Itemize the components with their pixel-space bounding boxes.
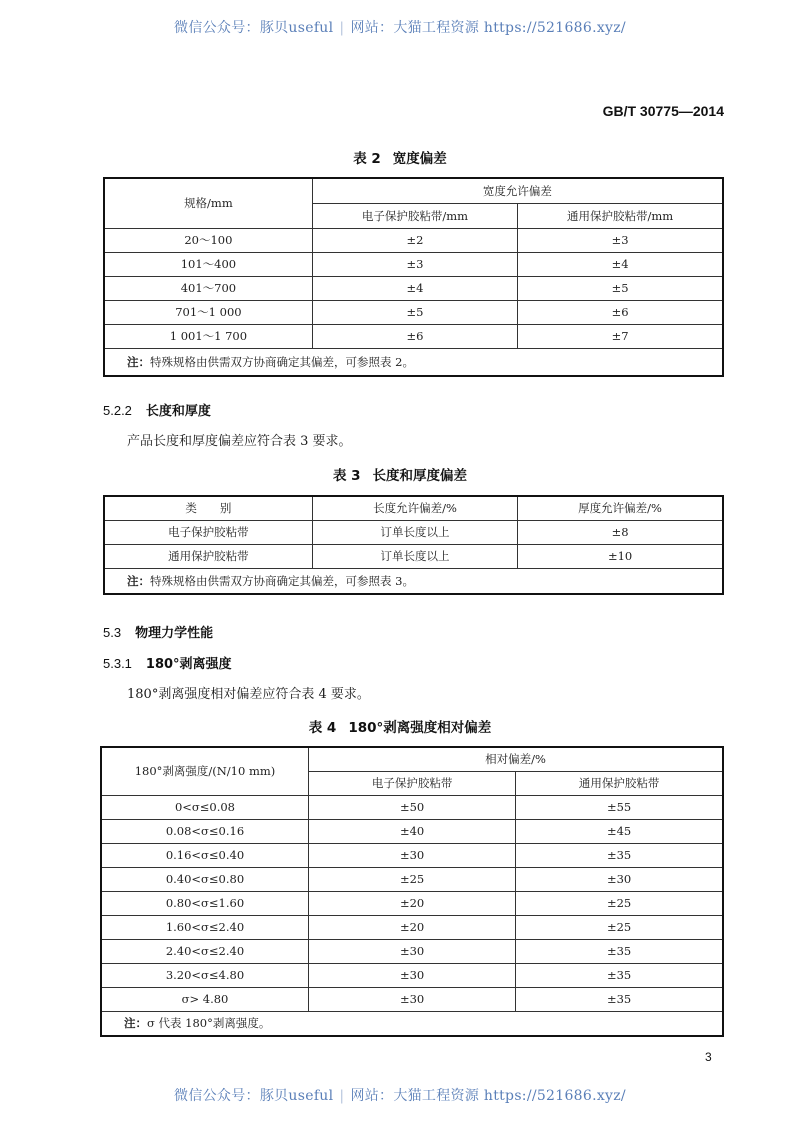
cell-range: 3.20<σ≤4.80 [101,963,308,987]
cell-general: ±25 [516,915,723,939]
table-row [101,867,723,891]
cell-spec: 401～700 [104,276,312,300]
cell-electronic: ±25 [308,867,515,891]
table3-header-thickness: 厚度允许偏差/% [518,496,723,520]
table-row [104,252,723,276]
cell-electronic: ±30 [308,939,515,963]
cell-range: 0.40<σ≤0.80 [101,867,308,891]
section-5-3-1-heading [103,653,232,672]
table-row [101,987,723,1011]
table-row [104,520,723,544]
note-text: 特殊规格由供需双方协商确定其偏差，可参照表 3。 [150,573,414,588]
section-title: 180°剥离强度 [145,657,232,672]
cell-electronic: ±20 [308,915,515,939]
table3-note [104,568,723,594]
cell-category: 通用保护胶粘带 [104,544,312,568]
table4-header-general: 通用保护胶粘带 [516,771,723,795]
cell-electronic: ±30 [308,963,515,987]
cell-general: ±35 [516,987,723,1011]
table2-caption-title: 宽度偏差 [392,151,447,167]
cell-general: ±45 [516,819,723,843]
table4-caption-title: 180°剥离强度相对偏差 [348,720,492,736]
table2-header-electronic: 电子保护胶粘带/mm [312,203,517,228]
cell-general: ±30 [516,867,723,891]
table-row [101,819,723,843]
table-row [104,324,723,348]
table2-header-general: 通用保护胶粘带/mm [518,203,723,228]
cell-electronic: ±20 [308,891,515,915]
cell-range: 2.40<σ≤2.40 [101,939,308,963]
table4-caption-number: 表 4 [308,720,337,736]
table2-width-deviation [103,177,724,377]
cell-general: ±35 [516,843,723,867]
standard-code: GB/T 30775—2014 [602,103,724,119]
table3-caption-title: 长度和厚度偏差 [372,468,468,484]
cell-general: ±3 [518,228,723,252]
table2-caption [0,147,800,167]
cell-range: 0<σ≤0.08 [101,795,308,819]
table-row [101,891,723,915]
watermark-wechat: 微信公众号：豚贝useful [174,20,334,36]
table2-header-group: 宽度允许偏差 [312,178,723,203]
cell-range: 0.80<σ≤1.60 [101,891,308,915]
section-5-3-1-body: 180°剥离强度相对偏差应符合表 4 要求。 [127,687,370,702]
cell-range: 1.60<σ≤2.40 [101,915,308,939]
cell-general: ±7 [518,324,723,348]
cell-electronic: ±40 [308,819,515,843]
table4-note [101,1011,723,1036]
cell-category: 电子保护胶粘带 [104,520,312,544]
cell-thickness: ±8 [518,520,723,544]
table-row [101,963,723,987]
cell-electronic: ±30 [308,843,515,867]
note-label: 注： [127,354,150,369]
table-row [104,544,723,568]
table3-header-length: 长度允许偏差/% [312,496,517,520]
table2-note [104,348,723,376]
cell-general: ±4 [518,252,723,276]
cell-electronic: ±6 [312,324,517,348]
table-row [101,795,723,819]
table4-caption [0,716,800,736]
page-number: 3 [705,1050,712,1064]
watermark-site: 网站：大猫工程资源 https://521686.xyz/ [350,20,626,36]
cell-electronic: ±3 [312,252,517,276]
watermark-bottom [0,1085,800,1105]
cell-length: 订单长度以上 [312,520,517,544]
table3-caption-number: 表 3 [332,468,361,484]
watermark-site: 网站：大猫工程资源 https://521686.xyz/ [350,1088,626,1104]
section-number: 5.3 [103,625,122,640]
note-text: 特殊规格由供需双方协商确定其偏差，可参照表 2。 [150,354,414,369]
table2-caption-number: 表 2 [353,151,381,167]
watermark-separator: | [339,1088,345,1104]
cell-general: ±55 [516,795,723,819]
watermark-top [0,17,800,37]
table3-header-category: 类 别 [104,496,312,520]
cell-thickness: ±10 [518,544,723,568]
cell-spec: 20～100 [104,228,312,252]
cell-electronic: ±50 [308,795,515,819]
cell-spec: 701～1 000 [104,300,312,324]
cell-general: ±6 [518,300,723,324]
table-row [104,300,723,324]
section-number: 5.2.2 [103,403,132,418]
table4-peel-strength-deviation [100,746,724,1037]
cell-electronic: ±30 [308,987,515,1011]
cell-length: 订单长度以上 [312,544,517,568]
table3-caption [0,464,800,484]
note-label: 注： [124,1016,147,1031]
cell-general: ±35 [516,939,723,963]
section-title: 物理力学性能 [135,626,214,641]
cell-general: ±35 [516,963,723,987]
section-5-2-2-body: 产品长度和厚度偏差应符合表 3 要求。 [127,434,352,449]
note-label: 注： [127,573,150,588]
cell-spec: 101～400 [104,252,312,276]
cell-electronic: ±2 [312,228,517,252]
cell-electronic: ±5 [312,300,517,324]
table-row [101,939,723,963]
cell-electronic: ±4 [312,276,517,300]
table-row [101,843,723,867]
watermark-separator: | [339,20,345,36]
table3-length-thickness-deviation [103,495,724,595]
table-row [101,915,723,939]
cell-general: ±5 [518,276,723,300]
table-row [104,228,723,252]
table4-header-group: 相对偏差/% [308,747,723,771]
cell-spec: 1 001～1 700 [104,324,312,348]
cell-range: σ> 4.80 [101,987,308,1011]
section-number: 5.3.1 [103,656,132,671]
section-5-3-heading [103,622,213,641]
table4-header-strength: 180°剥离强度/(N/10 mm) [101,747,308,795]
watermark-wechat: 微信公众号：豚贝useful [174,1088,334,1104]
note-text: σ 代表 180°剥离强度。 [147,1016,271,1031]
section-5-2-2-heading [103,400,211,419]
cell-range: 0.08<σ≤0.16 [101,819,308,843]
cell-general: ±25 [516,891,723,915]
table4-header-electronic: 电子保护胶粘带 [308,771,515,795]
section-title: 长度和厚度 [145,404,211,419]
table2-header-spec: 规格/mm [104,178,312,228]
cell-range: 0.16<σ≤0.40 [101,843,308,867]
table-row [104,276,723,300]
